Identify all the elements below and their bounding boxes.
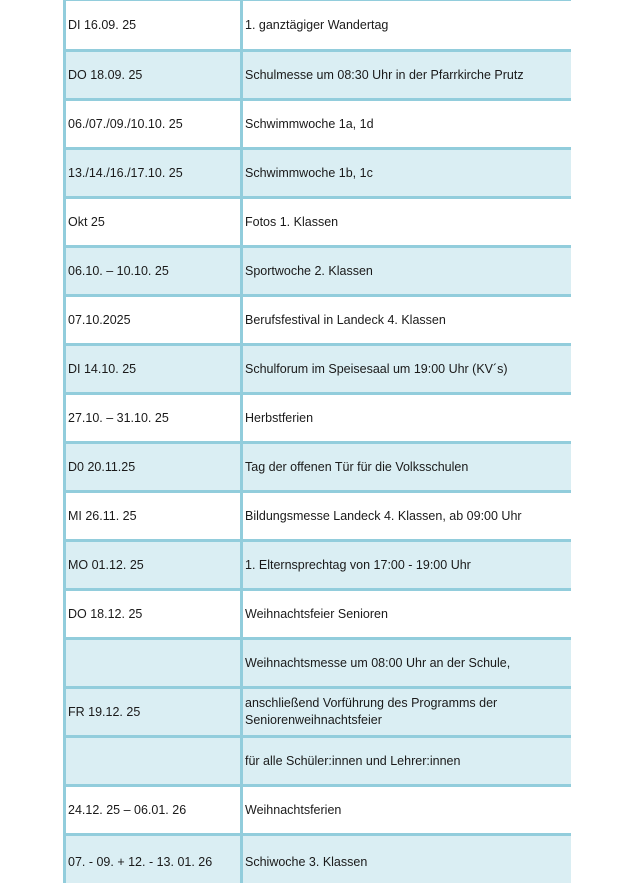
date-cell: DO 18.09. 25 (65, 51, 242, 100)
table-row (65, 149, 572, 198)
event-cell: Sportwoche 2. Klassen (242, 247, 572, 296)
table-row (65, 639, 572, 688)
table-row (65, 296, 572, 345)
event-cell: Tag der offenen Tür für die Volksschulen (242, 443, 572, 492)
table-row (65, 100, 572, 149)
date-cell: 06./07./09./10.10. 25 (65, 100, 242, 149)
table-row (65, 688, 572, 737)
event-cell: Schulforum im Speisesaal um 19:00 Uhr (KV´s) (242, 345, 572, 394)
table-row (65, 541, 572, 590)
schedule-table-container (63, 0, 571, 883)
date-cell: MI 26.11. 25 (65, 492, 242, 541)
table-row (65, 786, 572, 835)
date-cell: 27.10. – 31.10. 25 (65, 394, 242, 443)
event-cell: anschließend Vorführung des Programms der Seniorenweihnachtsfeier (242, 688, 572, 737)
date-cell: 13./14./16./17.10. 25 (65, 149, 242, 198)
schedule-table (63, 0, 571, 883)
event-cell: Schwimmwoche 1a, 1d (242, 100, 572, 149)
table-row (65, 737, 572, 786)
event-cell: 1. ganztägiger Wandertag (242, 0, 572, 51)
event-cell: Weihnachtsferien (242, 786, 572, 835)
table-row (65, 590, 572, 639)
event-cell: Bildungsmesse Landeck 4. Klassen, ab 09:00 Uhr (242, 492, 572, 541)
event-cell: Fotos 1. Klassen (242, 198, 572, 247)
event-cell: Schiwoche 3. Klassen (242, 835, 572, 883)
table-row (65, 345, 572, 394)
date-cell: FR 19.12. 25 (65, 688, 242, 737)
date-cell: 24.12. 25 – 06.01. 26 (65, 786, 242, 835)
event-cell: Schwimmwoche 1b, 1c (242, 149, 572, 198)
date-cell: MO 01.12. 25 (65, 541, 242, 590)
date-cell: DO 18.12. 25 (65, 590, 242, 639)
date-cell: Okt 25 (65, 198, 242, 247)
date-cell: DI 14.10. 25 (65, 345, 242, 394)
table-row (65, 835, 572, 883)
event-cell: Berufsfestival in Landeck 4. Klassen (242, 296, 572, 345)
table-row (65, 247, 572, 296)
date-cell: DI 16.09. 25 (65, 0, 242, 51)
table-row (65, 394, 572, 443)
event-cell: Weihnachtsfeier Senioren (242, 590, 572, 639)
event-cell: Schulmesse um 08:30 Uhr in der Pfarrkirche Prutz (242, 51, 572, 100)
table-row (65, 0, 572, 51)
table-row (65, 492, 572, 541)
date-cell (65, 639, 242, 688)
table-row (65, 51, 572, 100)
date-cell: 07. - 09. + 12. - 13. 01. 26 (65, 835, 242, 883)
event-cell: Weihnachtsmesse um 08:00 Uhr an der Schule, (242, 639, 572, 688)
event-cell: für alle Schüler:innen und Lehrer:innen (242, 737, 572, 786)
date-cell: 06.10. – 10.10. 25 (65, 247, 242, 296)
event-cell: 1. Elternsprechtag von 17:00 - 19:00 Uhr (242, 541, 572, 590)
table-row (65, 443, 572, 492)
date-cell (65, 737, 242, 786)
date-cell: D0 20.11.25 (65, 443, 242, 492)
date-cell: 07.10.2025 (65, 296, 242, 345)
event-cell: Herbstferien (242, 394, 572, 443)
table-row (65, 198, 572, 247)
